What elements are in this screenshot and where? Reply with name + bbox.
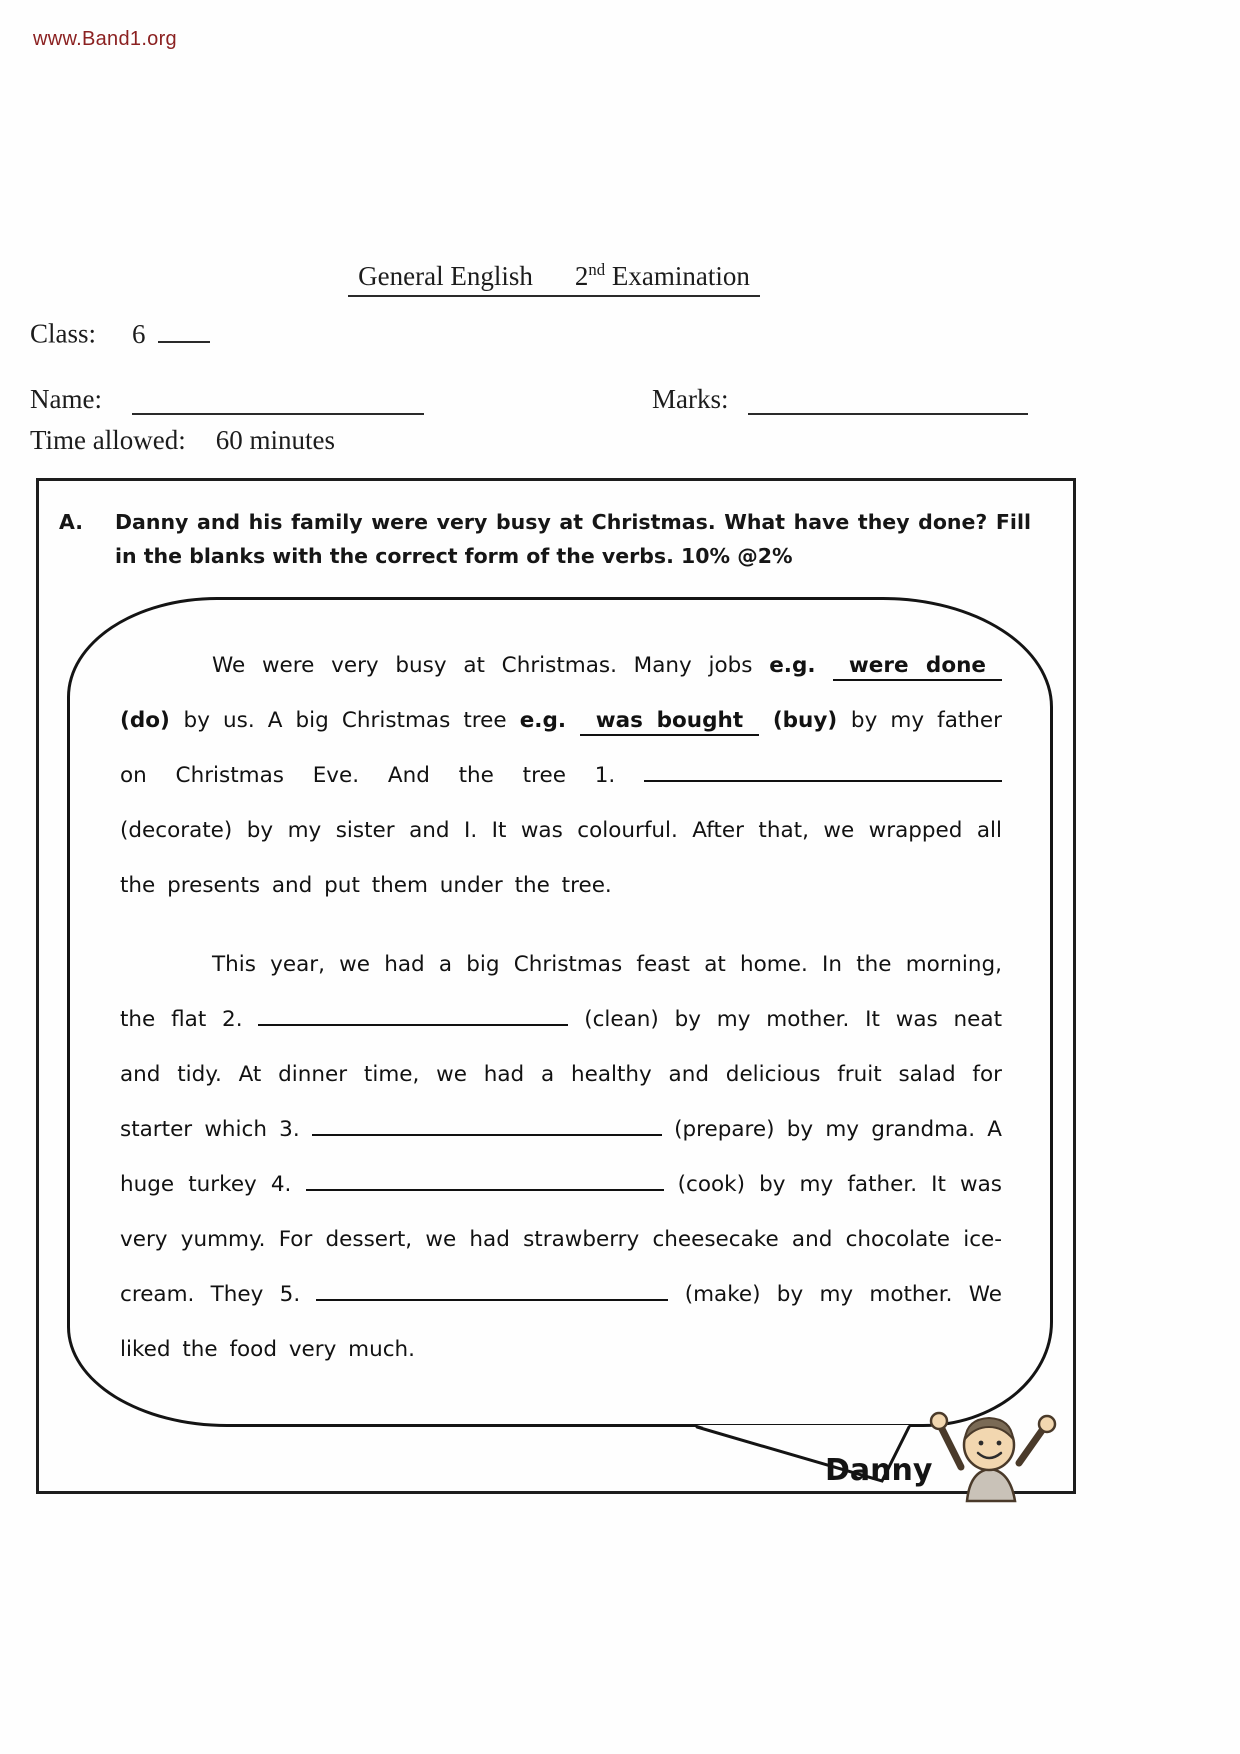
- passage-bold-text: e.g.: [769, 652, 833, 678]
- blank-line: [258, 1007, 568, 1025]
- time-allowed-row: [30, 425, 1078, 456]
- speech-bubble: [67, 597, 1053, 1427]
- danny-cartoon-image: [915, 1405, 1065, 1503]
- signature-danny: Danny: [825, 1452, 933, 1488]
- page-content: [30, 0, 1078, 1494]
- passage-paragraph: [120, 937, 1002, 1377]
- title-ordinal-suffix: nd: [588, 260, 606, 279]
- passage-text: (cook) by my father. It was very yummy. For dessert, we had strawberry cheesecake and chocolate ice-cream. They 5.: [120, 1171, 1002, 1307]
- title-exam-word: Examination: [605, 261, 750, 291]
- section-a-instruction: [59, 505, 1053, 573]
- passage-bold-text: e.g.: [519, 707, 580, 733]
- time-allowed-value: 60 minutes: [215, 424, 336, 455]
- passage-text: by us. A big Christmas tree: [183, 707, 520, 733]
- passage-paragraph: [120, 638, 1002, 913]
- exam-title: [348, 260, 760, 297]
- section-a-box: [36, 478, 1076, 1494]
- class-row: [30, 317, 1078, 350]
- time-allowed-label: Time allowed:: [30, 424, 186, 455]
- title-exam-number: 2: [574, 261, 589, 291]
- passage-text: (clean) by my mother. It was neat and tidy. At dinner time, we had a healthy and delicious fruit salad for starter which 3.: [120, 1006, 1002, 1142]
- blank-line: [312, 1117, 662, 1135]
- marks-blank-line: [748, 389, 1028, 415]
- blank-line: [306, 1172, 664, 1190]
- blank-line: [316, 1282, 668, 1300]
- exam-title-row: [30, 260, 1078, 297]
- passage-text: This year, we had a big Christmas feast at home. In the morning, the flat 2.: [120, 951, 1002, 1032]
- filled-blank: were done: [833, 653, 1002, 681]
- passage-bold-text: (do): [120, 707, 184, 733]
- passage-text: by my father on Christmas Eve. And the tree 1.: [120, 707, 1002, 788]
- passage-bold-text: (buy): [759, 707, 851, 733]
- section-a-label: A.: [59, 509, 84, 534]
- section-a-instruction-text: Danny and his family were very busy at Christmas. What have they done? Fill in the blanks with the correct form of the verbs. 10% @2%: [115, 509, 1031, 568]
- title-subject: General English: [358, 261, 533, 291]
- passage-text: (make) by my mother. We liked the food very much.: [120, 1281, 1002, 1362]
- class-value: 6: [132, 318, 146, 349]
- blank-line: [644, 763, 1002, 781]
- name-marks-row: [30, 384, 1078, 415]
- passage-text: (prepare) by my grandma. A huge turkey 4.: [120, 1116, 1002, 1197]
- filled-blank: was bought: [580, 708, 759, 736]
- passage-text: (decorate) by my sister and I. It was colourful. After that, we wrapped all the presents and put them under the tree.: [120, 817, 1002, 898]
- marks-group: [652, 384, 1029, 415]
- name-blank-line: [132, 389, 424, 415]
- watermark: www.Band1.org: [33, 28, 177, 50]
- class-blank-line: [158, 317, 210, 343]
- passage-text: We were very busy at Christmas. Many jobs: [212, 652, 770, 678]
- class-label: Class:: [30, 318, 97, 349]
- marks-label: Marks:: [651, 383, 729, 414]
- name-label: Name:: [30, 383, 102, 414]
